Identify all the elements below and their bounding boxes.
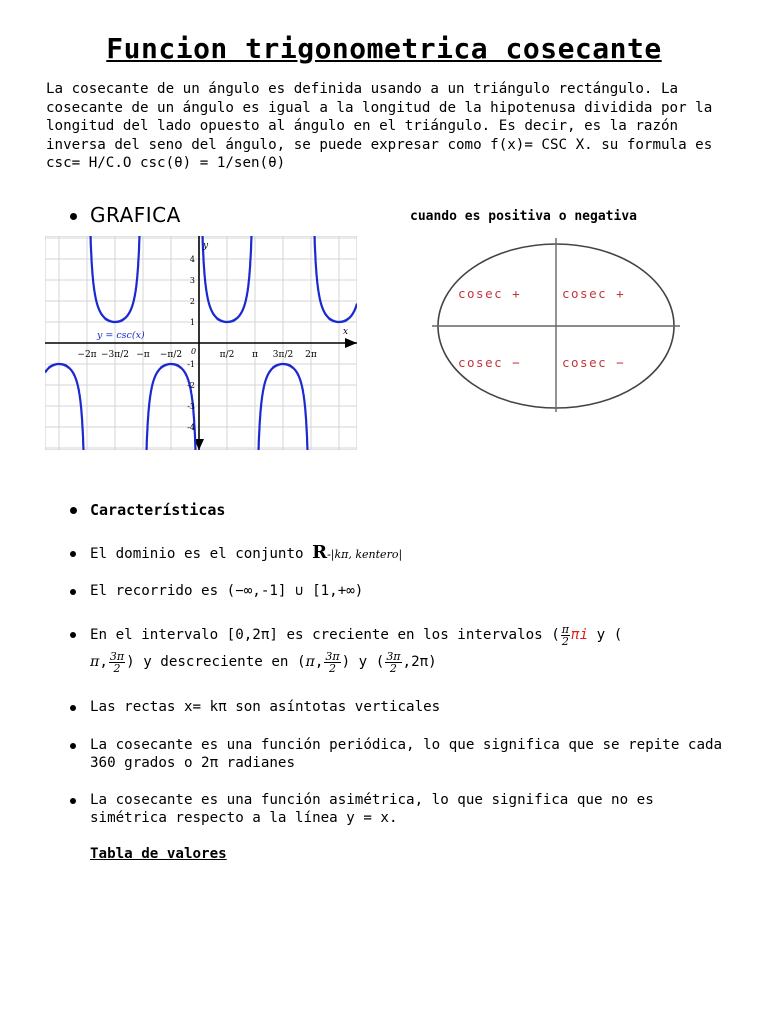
bullet <box>70 743 76 749</box>
y-tick-label: -3 <box>187 402 195 411</box>
quadrant-3-label: cosec − <box>458 355 522 370</box>
bullet <box>70 705 76 711</box>
y-tick-label: 2 <box>189 297 195 306</box>
x-tick-label: 3π/2 <box>272 350 294 360</box>
csc-graph <box>45 236 357 450</box>
x-tick-label: π/2 <box>219 350 235 360</box>
y-tick-label: -2 <box>187 381 195 390</box>
y-tick-label: 4 <box>189 255 195 264</box>
periodica-item: La cosecante es una función periódica, lo que significa que se repite cada 360 grados o 2π radianes <box>90 737 723 771</box>
quadrant-1-label: cosec + <box>562 286 626 301</box>
asintotas-item: Las rectas x= kπ son asíntotas verticales <box>90 699 441 715</box>
x-tick-label: −π <box>136 350 150 360</box>
y-tick-label: -1 <box>187 360 195 369</box>
intervalo-item: En el intervalo [0,2π] es creciente en los intervalos ( $\frac{\pi}{2}$ πi y ( π, $\frac{3\pi}{2}$ ) y descreciente en (π, $\frac{3\pi}{2}$ ) y ( $\frac{3\pi}{2}$ ,2π) <box>90 622 623 675</box>
intro-paragraph: La cosecante de un ángulo es definida usando a un triángulo rectángulo. La cosecante de un ángulo es igual a la longitud de la hipotenusa dividida por la longitud del lado opuesto al ángulo en el triángulo. Es decir, es la razón inversa del seno del ángulo, se puede expresar como f(x)= CSC X. su formula es csc= H/C.O csc(θ) = 1/sen(θ) <box>46 81 713 171</box>
y-tick-label: 1 <box>189 318 195 327</box>
x-tick-label: π <box>252 350 258 360</box>
x-tick-label: −π/2 <box>159 350 183 360</box>
x-tick-label: −3π/2 <box>101 350 129 360</box>
sign-heading: cuando es positiva o negativa <box>410 209 637 224</box>
y-tick-label: 3 <box>189 276 195 285</box>
x-tick-label: −2π <box>77 350 97 360</box>
y-tick-label: -4 <box>187 423 195 432</box>
bullet <box>70 798 76 804</box>
tabla-heading: Tabla de valores <box>90 846 227 862</box>
y-axis-label: y <box>203 241 209 251</box>
caracteristicas-heading: Características <box>90 501 226 519</box>
recorrido-item: El recorrido es (−∞,-1] ∪ [1,+∞) <box>90 583 364 599</box>
function-label: y = csc(x) <box>97 330 145 341</box>
x-axis-label: x <box>343 327 349 337</box>
bullet <box>70 632 76 638</box>
bullet <box>70 507 77 514</box>
sign-circle-diagram <box>432 234 680 414</box>
origin-label: 0 <box>191 347 197 356</box>
grafica-heading: GRAFICA <box>90 203 181 227</box>
page-title: Funcion trigonometrica cosecante <box>106 32 662 65</box>
bullet <box>70 589 76 595</box>
asimetrica-item: La cosecante es una función asimétrica, lo que significa que no es simétrica respecto a la línea y = x. <box>90 792 654 826</box>
bullet <box>70 213 77 220</box>
dominio-item: El dominio es el conjunto R-|kπ, kentero| <box>90 542 403 563</box>
quadrant-4-label: cosec − <box>562 355 626 370</box>
x-tick-label: 2π <box>305 350 317 360</box>
quadrant-2-label: cosec + <box>458 286 522 301</box>
bullet <box>70 551 76 557</box>
